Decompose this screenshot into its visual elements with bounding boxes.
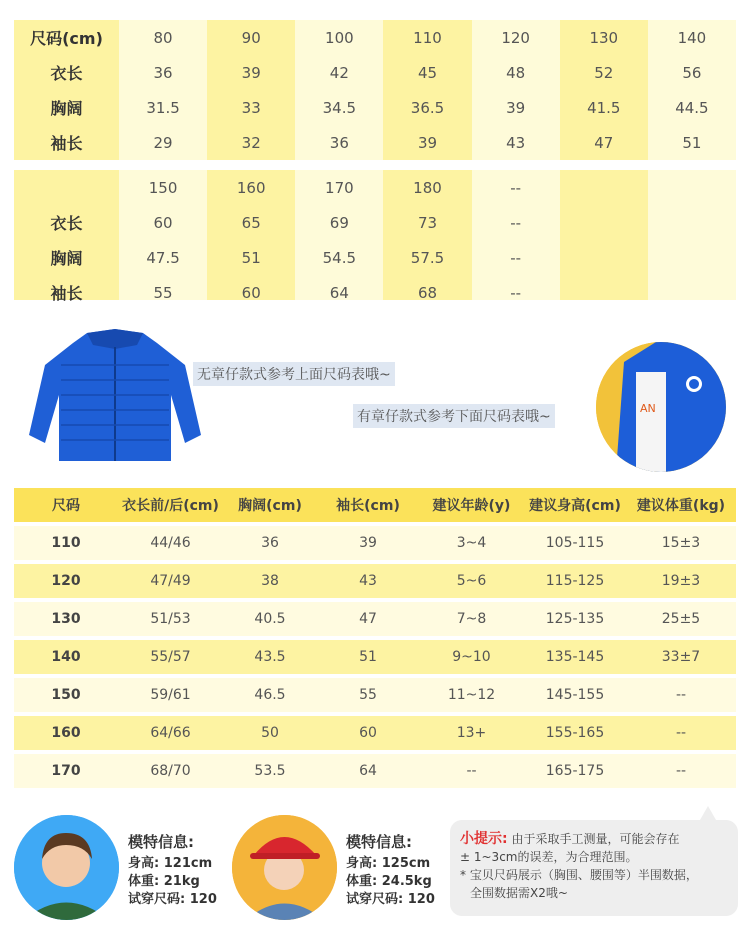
header-cell <box>14 170 119 205</box>
column-header: 建议年龄(y) <box>432 498 511 514</box>
table-cell: 47 <box>594 133 614 152</box>
table-cell: 39 <box>359 535 377 551</box>
svg-text:AN: AN <box>640 402 656 415</box>
table-cell: 135-145 <box>545 649 605 665</box>
table-cell: 46.5 <box>254 687 286 703</box>
table-cell: 60 <box>153 213 173 232</box>
row-label: 袖长 <box>50 134 83 153</box>
size-header-row <box>14 20 736 55</box>
note-no-badge: 无章仔款式参考上面尺码表哦~ <box>193 362 395 386</box>
table-row <box>14 90 736 125</box>
table-cell: 11~12 <box>447 687 496 703</box>
size-chart-detailed <box>14 488 736 788</box>
table-row <box>14 754 736 788</box>
table-cell: 68/70 <box>150 763 191 779</box>
table-cell: 59/61 <box>150 687 191 703</box>
model-avatar-boy <box>14 815 119 920</box>
table-cell: 170 <box>51 763 81 779</box>
header-cell: 120 <box>501 28 530 47</box>
table-cell: 155-165 <box>545 725 605 741</box>
model-weight: 体重: 21kg <box>128 874 200 889</box>
table-cell: 145-155 <box>545 687 605 703</box>
table-row <box>14 564 736 598</box>
model-size: 试穿尺码: 120 <box>346 892 435 907</box>
table-cell: 43.5 <box>254 649 286 665</box>
table-cell: 120 <box>51 573 81 589</box>
badge-jacket-photo <box>596 342 726 472</box>
table-cell: 51/53 <box>150 611 191 627</box>
table-cell: 25±5 <box>661 611 701 627</box>
table-cell: 40.5 <box>254 611 286 627</box>
model-info-boy <box>128 833 217 909</box>
table-row <box>14 526 736 560</box>
table-cell: 36 <box>261 535 279 551</box>
tip-label: 小提示: <box>460 831 508 847</box>
table-cell: -- <box>510 283 522 302</box>
table-cell: 55/57 <box>150 649 191 665</box>
table-cell: 55 <box>153 283 173 302</box>
table-cell: 65 <box>241 213 261 232</box>
model-title: 模特信息: <box>128 833 194 851</box>
table-cell: 115-125 <box>545 573 605 589</box>
table-cell: 52 <box>594 63 614 82</box>
table-cell: 13+ <box>456 725 487 741</box>
header-cell: 180 <box>413 178 442 197</box>
table-cell: 47/49 <box>150 573 191 589</box>
header-cell: 150 <box>148 178 178 197</box>
table-cell: 7~8 <box>456 611 487 627</box>
table-cell: 44.5 <box>675 98 709 117</box>
table-row <box>14 640 736 674</box>
table-cell <box>648 240 736 275</box>
table-cell <box>560 205 648 240</box>
table-cell: 42 <box>329 63 349 82</box>
table-cell <box>560 275 648 310</box>
table-cell: 64 <box>359 763 377 779</box>
table-cell: 130 <box>51 611 81 627</box>
table-cell: 33±7 <box>661 649 701 665</box>
table-cell: 43 <box>359 573 377 589</box>
table-cell: 165-175 <box>545 763 605 779</box>
header-cell: 160 <box>236 178 266 197</box>
table-cell: 41.5 <box>587 98 621 117</box>
table-cell: 36 <box>153 63 173 82</box>
table-cell <box>648 275 736 310</box>
table-cell: 19±3 <box>661 573 701 589</box>
model-height: 身高: 125cm <box>346 856 431 871</box>
table-cell: 140 <box>51 649 81 665</box>
table-cell: 64/66 <box>150 725 191 741</box>
table-cell: 5~6 <box>456 573 487 589</box>
table-cell: -- <box>510 248 522 267</box>
tip-bubble <box>450 820 738 916</box>
table-cell: 51 <box>241 248 261 267</box>
table-cell: -- <box>675 725 687 741</box>
table-row <box>14 602 736 636</box>
table-row <box>14 240 736 275</box>
model-height: 身高: 121cm <box>128 856 213 871</box>
table-cell: 34.5 <box>322 98 357 117</box>
table-cell: 56 <box>682 63 702 82</box>
table-cell: 51 <box>359 649 377 665</box>
size-header-row <box>14 170 736 205</box>
table-cell: 64 <box>329 283 349 302</box>
table-cell: 110 <box>51 535 81 551</box>
table-cell: -- <box>510 213 522 232</box>
model-avatar-girl <box>232 815 337 920</box>
table-cell: 33 <box>241 98 261 117</box>
table-cell: 36.5 <box>410 98 445 117</box>
row-label: 袖长 <box>50 284 83 303</box>
table-cell: 57.5 <box>410 248 445 267</box>
header-cell: 90 <box>241 28 261 47</box>
tip-line: 由于采取手工测量，可能会存在 <box>511 832 680 846</box>
table-cell: 50 <box>261 725 279 741</box>
table-cell: 3~4 <box>456 535 487 551</box>
table-cell: 55 <box>359 687 377 703</box>
column-header: 衣长前/后(cm) <box>122 498 219 514</box>
row-label: 衣长 <box>50 64 83 83</box>
table-cell: 39 <box>241 63 261 82</box>
table-row <box>14 205 736 240</box>
table-row <box>14 55 736 90</box>
table-cell: 48 <box>506 63 526 82</box>
row-label: 胸阔 <box>50 249 83 268</box>
table-cell: 68 <box>417 283 438 302</box>
table-row <box>14 125 736 160</box>
table-cell: 60 <box>359 725 377 741</box>
table-cell: 44/46 <box>150 535 191 551</box>
table-cell: 9~10 <box>452 649 491 665</box>
model-info-girl <box>346 833 435 909</box>
note-with-badge: 有章仔款式参考下面尺码表哦~ <box>353 404 555 428</box>
table-cell: 32 <box>241 133 261 152</box>
header-cell: 130 <box>589 28 619 47</box>
table-cell: 160 <box>51 725 81 741</box>
column-header: 胸阔(cm) <box>238 498 302 514</box>
tip-line: ± 1~3cm的误差，为合理范围。 <box>460 850 638 864</box>
row-label: 衣长 <box>50 214 83 233</box>
table-cell <box>648 205 736 240</box>
table-cell: 45 <box>417 63 438 82</box>
column-header: 建议体重(kg) <box>636 498 726 514</box>
divider <box>14 160 736 170</box>
header-cell: 100 <box>325 28 354 47</box>
header-cell: 140 <box>677 28 707 47</box>
table-cell: 47 <box>359 611 377 627</box>
table-cell: 39 <box>506 98 526 117</box>
header-cell: 尺码(cm) <box>30 29 103 48</box>
row-label: 胸阔 <box>50 99 83 118</box>
table-cell: 54.5 <box>322 248 357 267</box>
header-cell: 80 <box>153 28 173 47</box>
table-cell: 51 <box>682 133 702 152</box>
header-cell <box>560 170 648 205</box>
header-cell: -- <box>510 178 522 197</box>
table-cell: 15±3 <box>661 535 701 551</box>
column-header: 袖长(cm) <box>336 498 400 514</box>
header-cell: 110 <box>413 28 442 47</box>
table-cell: 39 <box>417 133 438 152</box>
table-cell: -- <box>466 763 477 779</box>
table-cell: 150 <box>51 687 81 703</box>
jacket-image <box>25 325 205 465</box>
table-cell: 125-135 <box>545 611 605 627</box>
column-header: 建议身高(cm) <box>529 498 621 514</box>
header-cell <box>648 170 736 205</box>
tip-line: 全围数据需X2哦~ <box>470 886 568 900</box>
table-cell: 60 <box>241 283 261 302</box>
table-cell: 53.5 <box>254 763 286 779</box>
table-cell: 31.5 <box>146 98 180 117</box>
table-cell: 36 <box>329 133 349 152</box>
table-cell: 43 <box>506 133 526 152</box>
model-weight: 体重: 24.5kg <box>346 874 432 889</box>
table-row <box>14 716 736 750</box>
header-cell: 170 <box>325 178 354 197</box>
table-cell: 69 <box>329 213 349 232</box>
model-title: 模特信息: <box>346 833 412 851</box>
table-row <box>14 275 736 310</box>
table-cell: 29 <box>153 133 173 152</box>
tip-line: * 宝贝尺码展示（胸围、腰围等）半围数据， <box>460 868 698 882</box>
column-header: 尺码 <box>52 498 80 514</box>
table-cell: 47.5 <box>146 248 180 267</box>
table-cell: -- <box>675 687 687 703</box>
table-cell: 105-115 <box>545 535 605 551</box>
table-cell <box>560 240 648 275</box>
table-cell: -- <box>675 763 687 779</box>
table-row <box>14 678 736 712</box>
table-cell: 38 <box>261 573 279 589</box>
table-cell: 73 <box>417 213 438 232</box>
table-header-row <box>14 488 736 522</box>
model-size: 试穿尺码: 120 <box>128 892 217 907</box>
